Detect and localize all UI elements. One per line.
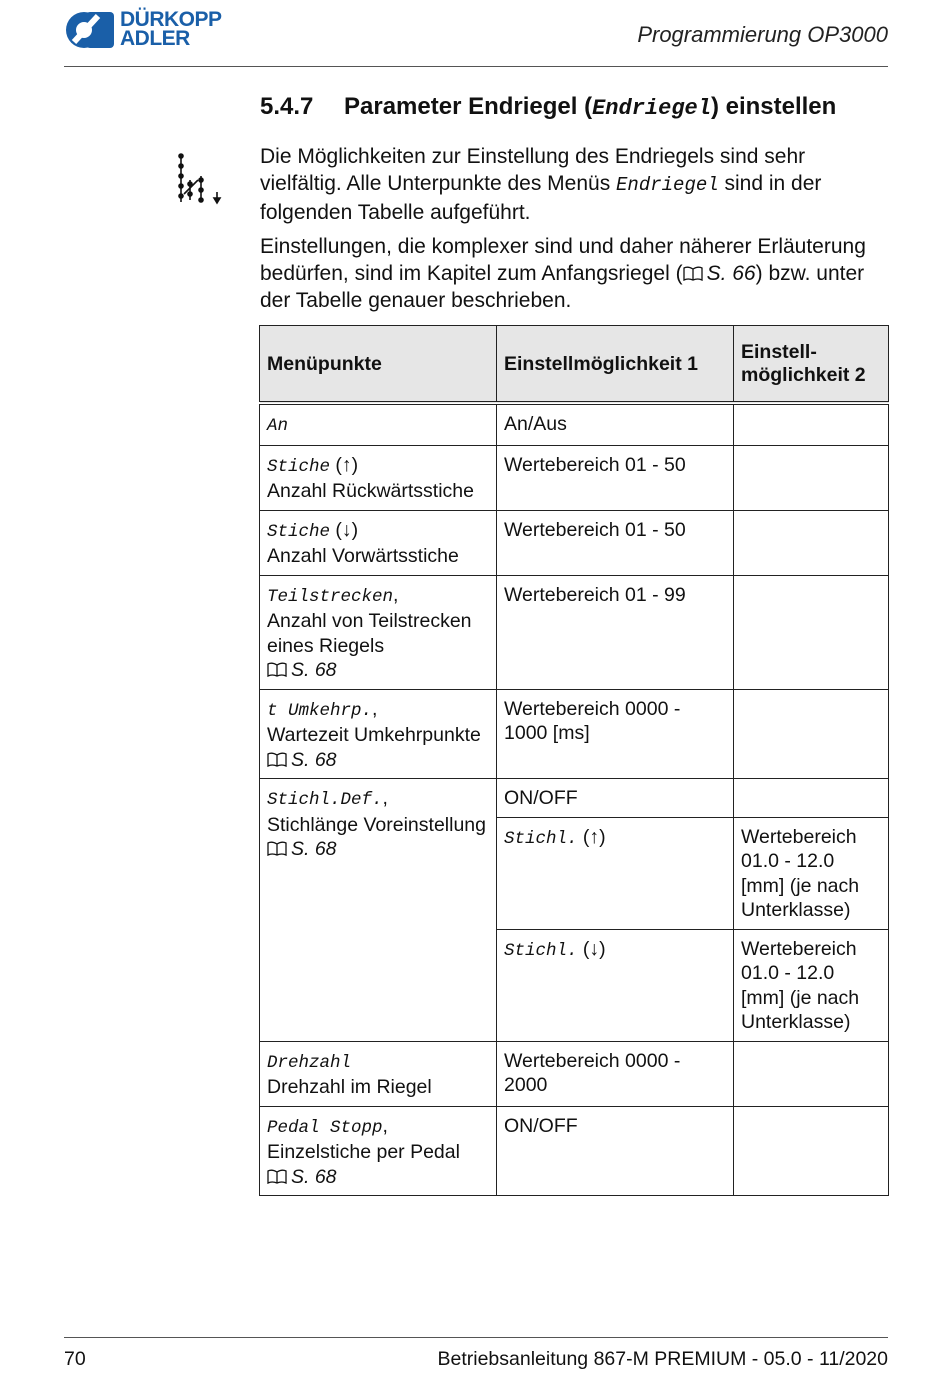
cell-menu-item: [260, 1106, 497, 1196]
table-row: [260, 779, 889, 818]
section-number: 5.4.7: [260, 93, 314, 120]
book-reference-icon: [683, 266, 703, 281]
intro-p1-text-b: sind in der folgenden Tabelle aufgeführt.: [260, 172, 822, 224]
intro-paragraph-2: [260, 233, 890, 314]
cell-option-1: Wertebereich 01 - 50: [497, 510, 734, 575]
cell-menu-item: [260, 445, 497, 510]
menu-code-suffix: (↑): [330, 453, 359, 476]
menu-code: Stiche: [267, 456, 331, 477]
cell-option-1: Wertebereich 0000 - 2000: [497, 1041, 734, 1106]
endriegel-parameter-table: [259, 325, 889, 1196]
cell-menu-item: [260, 510, 497, 575]
cell-option-2: Wertebereich 01.0 - 12.0 [mm] (je nach Unterklasse): [734, 817, 889, 929]
section-heading: [260, 93, 836, 121]
duerkopp-adler-logo-icon: [64, 10, 116, 50]
book-reference-icon: [267, 841, 287, 856]
menu-code: Drehzahl: [267, 1052, 352, 1073]
table-row: [260, 445, 889, 510]
menu-code-suffix: ,: [393, 583, 399, 606]
menu-code: t Umkehrp.: [267, 700, 373, 721]
menu-description: Drehzahl im Riegel: [267, 1076, 432, 1098]
brand-logo: [64, 10, 244, 54]
cell-menu-item: [260, 689, 497, 779]
cell-menu-item: [260, 779, 497, 1042]
cell-option-2: [734, 575, 889, 689]
cell-menu-item: [260, 403, 497, 445]
cell-menu-item: [260, 1041, 497, 1106]
submenu-code-suffix: (↑): [577, 825, 606, 848]
footer-rule: [64, 1337, 888, 1338]
menu-code-suffix: ,: [382, 787, 388, 809]
cell-option-2: [734, 689, 889, 779]
header-rule: [64, 66, 888, 67]
cell-menu-item: [260, 575, 497, 689]
page-number: 70: [64, 1348, 86, 1370]
page-reference-text[interactable]: S. 68: [291, 1165, 337, 1188]
cell-option-2: [734, 779, 889, 818]
table-body: [260, 403, 889, 1196]
cell-option-2: [734, 1106, 889, 1196]
column-header-option-1: Einstellmöglichkeit 1: [497, 326, 734, 404]
menu-description: Anzahl Vorwärtsstiche: [267, 545, 459, 567]
menu-code: Pedal Stopp: [267, 1117, 383, 1138]
brand-name: [120, 10, 222, 48]
submenu-code: Stichl.: [504, 828, 578, 849]
cell-option-1: An/Aus: [497, 403, 734, 445]
page-reference[interactable]: [267, 838, 337, 860]
table-row: [260, 403, 889, 445]
page-reference-text[interactable]: S. 68: [291, 659, 337, 681]
table-row: [260, 510, 889, 575]
column-header-menu-items: Menüpunkte: [260, 326, 497, 404]
section-title-suffix: ) einstellen: [710, 93, 837, 120]
table-row: [260, 575, 889, 689]
intro-p2-page-reference[interactable]: S. 66: [706, 262, 756, 285]
intro-p2-text-b: ) bzw. unter der Tabelle genauer beschrieben.: [260, 262, 865, 312]
cell-option-1: Wertebereich 0000 - 1000 [ms]: [497, 689, 734, 779]
table-row: [260, 1041, 889, 1106]
intro-p2-text-a: Einstellungen, die komplexer sind und daher näherer Erläuterung bedürfen, sind im Kapitel zum Anfangsriegel (: [260, 235, 866, 285]
menu-description: Stichlänge Voreinstellung: [267, 813, 486, 836]
page-reference-text[interactable]: S. 68: [291, 838, 337, 860]
cell-option-1: Wertebereich 01 - 50: [497, 445, 734, 510]
cell-option-1: Wertebereich 01 - 99: [497, 575, 734, 689]
cell-option-2: [734, 403, 889, 445]
cell-option-1: [497, 817, 734, 929]
brand-line-2: ADLER: [120, 27, 190, 50]
column-header-option-2: Einstell-möglichkeit 2: [734, 326, 889, 404]
cell-option-2: [734, 445, 889, 510]
menu-code: An: [267, 416, 289, 436]
header-title: Programmierung OP3000: [637, 22, 888, 47]
menu-code: Stichl.Def.: [267, 790, 383, 810]
cell-option-2: [734, 1041, 889, 1106]
section-title-code: Endriegel: [592, 96, 711, 121]
cell-option-1: [497, 929, 734, 1041]
intro-p1-text-a: Die Möglichkeiten zur Einstellung des Endriegels sind sehr vielfältig. Alle Unterpunkte des Menüs: [260, 145, 806, 195]
menu-description: Anzahl von Teilstrecken eines Riegels: [267, 610, 472, 657]
stitch-pattern-icon: [170, 150, 230, 210]
menu-code-suffix: (↓): [330, 518, 359, 541]
table-row: [260, 1106, 889, 1196]
menu-description: Wartezeit Umkehrpunkte: [267, 724, 481, 746]
cell-option-2: Wertebereich 01.0 - 12.0 [mm] (je nach Unterklasse): [734, 929, 889, 1041]
book-reference-icon: [267, 1169, 287, 1184]
section-title-prefix: Parameter Endriegel (: [344, 93, 593, 120]
menu-code-suffix: ,: [372, 697, 378, 720]
submenu-code: Stichl.: [504, 940, 578, 961]
brand-line-1: DÜRKOPP: [120, 8, 222, 31]
cell-option-1: ON/OFF: [497, 779, 734, 818]
menu-description: Anzahl Rückwärtsstiche: [267, 480, 474, 502]
page-reference[interactable]: [267, 1166, 337, 1188]
book-reference-icon: [267, 662, 287, 677]
cell-option-1: ON/OFF: [497, 1106, 734, 1196]
menu-code: Teilstrecken: [267, 586, 394, 607]
intro-p1-code: Endriegel: [616, 174, 719, 196]
cell-option-2: [734, 510, 889, 575]
page-reference[interactable]: [267, 659, 337, 681]
menu-code: Stiche: [267, 521, 331, 542]
page-reference[interactable]: [267, 749, 337, 771]
menu-code-suffix: ,: [382, 1114, 388, 1137]
page-reference-text[interactable]: S. 68: [291, 748, 337, 771]
book-reference-icon: [267, 752, 287, 767]
intro-paragraph-1: [260, 143, 890, 226]
footer-document-title: Betriebsanleitung 867-M PREMIUM - 05.0 - 11/2020: [437, 1348, 888, 1370]
table-header-row: [260, 326, 889, 404]
table-row: [260, 689, 889, 779]
menu-description: Einzelstiche per Pedal: [267, 1141, 460, 1163]
submenu-code-suffix: (↓): [577, 937, 606, 960]
